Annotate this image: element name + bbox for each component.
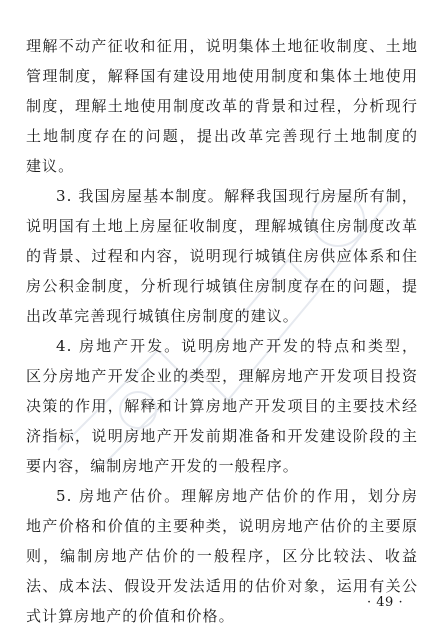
- text-line: 法、成本法、假设开发法适用的估价对象，运用有关公: [26, 577, 418, 595]
- section-3-heading-line: 3. 我国房屋基本制度。解释我国现行房屋所有制，: [56, 187, 418, 205]
- text-line: 管理制度，解释国有建设用地使用制度和集体土地使用: [26, 67, 418, 85]
- text-line: 区分房地产开发企业的类型，理解房地产开发项目投资: [26, 367, 418, 385]
- text-line: 要内容，编制房地产开发的一般程序。: [26, 457, 299, 475]
- text-line: 式计算房地产的价值和价格。: [26, 607, 235, 625]
- text-line: 的背景、过程和内容，说明现行城镇住房供应体系和住: [26, 247, 418, 265]
- text-line: 决策的作用，解释和计算房地产开发项目的主要技术经: [26, 397, 418, 415]
- text-line: 济指标，说明房地产开发前期准备和开发建设阶段的主: [26, 427, 418, 445]
- text-line: 建议。: [26, 157, 75, 175]
- section-4-heading-line: 4. 房地产开发。说明房地产开发的特点和类型，: [56, 337, 418, 355]
- text-line: 理解不动产征收和征用，说明集体土地征收制度、土地: [26, 37, 418, 55]
- text-line: 房公积金制度，分析现行城镇住房制度存在的问题，提: [26, 277, 418, 295]
- text-line: 地产价格和价值的主要种类，说明房地产估价的主要原: [26, 517, 418, 535]
- text-line: 制度，理解土地使用制度改革的背景和过程，分析现行: [26, 97, 418, 115]
- page-number: · 49 ·: [367, 595, 404, 610]
- text-line: 出改革完善现行城镇住房制度的建议。: [26, 307, 299, 325]
- section-5-heading-line: 5. 房地产估价。理解房地产估价的作用，划分房: [56, 487, 418, 505]
- text-line: 土地制度存在的问题，提出改革完善现行土地制度的: [26, 127, 418, 145]
- text-line: 说明国有土地上房屋征收制度，理解城镇住房制度改革: [26, 217, 418, 235]
- text-line: 则，编制房地产估价的一般程序，区分比较法、收益: [26, 547, 418, 565]
